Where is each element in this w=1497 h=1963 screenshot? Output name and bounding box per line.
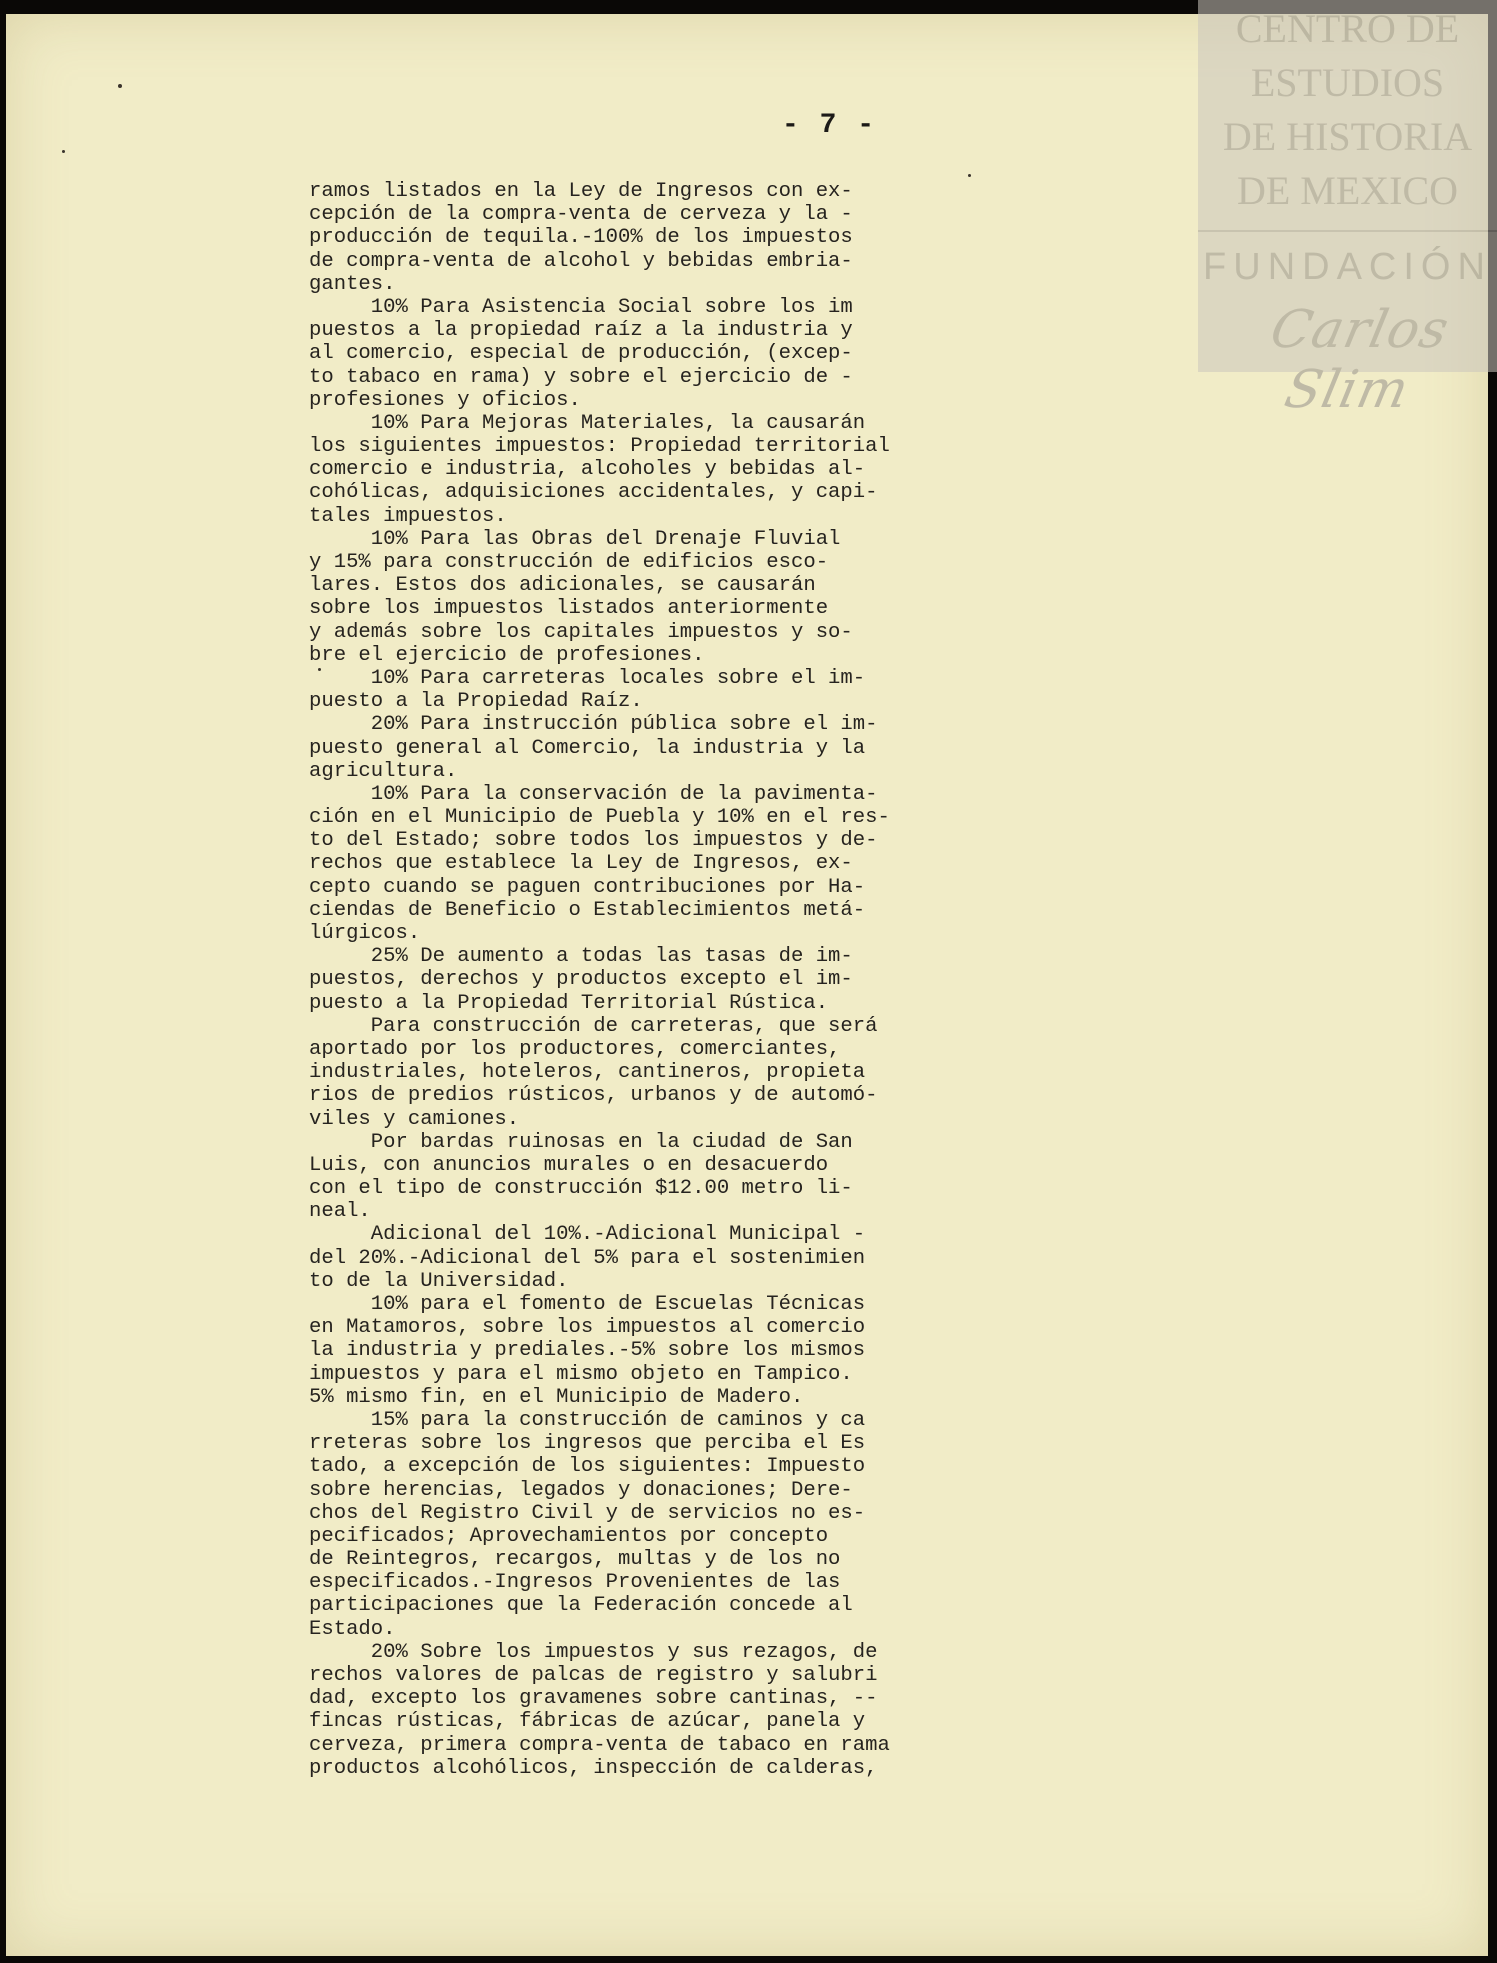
text-line: tales impuestos. xyxy=(309,504,507,528)
text-line: en Matamoros, sobre los impuestos al comercio xyxy=(309,1316,866,1340)
text-line: 10% Para Asistencia Social sobre los im xyxy=(309,295,853,319)
text-line: 15% para la construcción de caminos y ca xyxy=(309,1408,866,1432)
text-line: puesto a la Propiedad Raíz. xyxy=(309,690,643,714)
text-line: especificados.-Ingresos Provenientes de las xyxy=(309,1571,841,1595)
text-line: cepción de la compra-venta de cerveza y la - xyxy=(309,203,853,227)
text-line: sobre herencias, legados y donaciones; Dere- xyxy=(309,1478,853,1502)
text-line: industriales, hoteleros, cantineros, propieta xyxy=(309,1061,866,1085)
text-line: Para construcción de carreteras, que será xyxy=(309,1014,878,1038)
text-line: Por bardas ruinosas en la ciudad de San xyxy=(309,1130,853,1154)
page-number: - 7 - xyxy=(782,110,877,141)
text-line: la industria y prediales.-5% sobre los mismos xyxy=(309,1339,866,1363)
text-line: puestos a la propiedad raíz a la industria y xyxy=(309,319,853,343)
text-line: Adicional del 10%.-Adicional Municipal - xyxy=(309,1223,866,1247)
text-line: 20% Sobre los impuestos y sus rezagos, de xyxy=(309,1640,878,1664)
watermark-divider xyxy=(1198,230,1497,232)
text-line: gantes. xyxy=(309,272,396,296)
text-line: puesto a la Propiedad Territorial Rústica. xyxy=(309,991,829,1015)
text-line: profesiones y oficios. xyxy=(309,388,581,412)
text-line: cepto cuando se paguen contribuciones por Ha- xyxy=(309,875,866,899)
text-line: chos del Registro Civil y de servicios no es- xyxy=(309,1501,866,1525)
text-line: puesto general al Comercio, la industria y la xyxy=(309,736,866,760)
text-line: de compra-venta de alcohol y bebidas embria- xyxy=(309,249,853,273)
text-line: fincas rústicas, fábricas de azúcar, panela y xyxy=(309,1710,866,1734)
text-line: bre el ejercicio de profesiones. xyxy=(309,643,705,667)
text-line: los siguientes impuestos: Propiedad territorial xyxy=(309,435,890,459)
typewritten-text xyxy=(309,180,989,1780)
text-line: rechos valores de palcas de registro y salubri xyxy=(309,1664,878,1687)
text-line: agricultura. xyxy=(309,759,458,783)
watermark-title xyxy=(1198,0,1497,218)
watermark-line: DE MEXICO xyxy=(1236,168,1459,213)
text-line: producción de tequila.-100% de los impuestos xyxy=(309,226,853,250)
text-line: 10% Para las Obras del Drenaje Fluvial xyxy=(309,527,841,551)
text-line: aportado por los productores, comerciantes, xyxy=(309,1037,841,1061)
text-line: puestos, derechos y productos excepto el im- xyxy=(309,968,853,992)
text-line: y 15% para construcción de edificios esco- xyxy=(309,551,829,574)
text-line: lares. Estos dos adicionales, se causarán xyxy=(309,574,816,598)
watermark-line: ESTUDIOS xyxy=(1250,60,1445,105)
text-line: tado, a excepción de los siguientes: Impuesto xyxy=(309,1455,866,1479)
text-line: al comercio, especial de producción, (excep- xyxy=(309,342,853,366)
text-line: sobre los impuestos listados anteriormente xyxy=(309,597,829,621)
text-line: Estado. xyxy=(309,1617,396,1641)
archive-watermark xyxy=(1198,0,1497,420)
text-line: productos alcohólicos, inspección de calderas, xyxy=(309,1756,878,1780)
text-line: lúrgicos. xyxy=(309,922,421,945)
text-line: cerveza, primera compra-venta de tabaco en rama xyxy=(309,1733,890,1757)
text-line: 10% para el fomento de Escuelas Técnicas xyxy=(309,1293,866,1316)
text-line: neal. xyxy=(309,1200,371,1224)
text-line: 20% Para instrucción pública sobre el im- xyxy=(309,713,878,737)
text-line: dad, excepto los gravamenes sobre cantinas, -- xyxy=(309,1687,878,1711)
text-line: rios de predios rústicos, urbanos y de automó- xyxy=(309,1084,878,1108)
text-line: 5% mismo fin, en el Municipio de Madero. xyxy=(309,1385,804,1409)
watermark-line: DE HISTORIA xyxy=(1222,114,1473,159)
watermark-signature: Carlos Slim xyxy=(1265,300,1455,420)
text-line: participaciones que la Federación concede al xyxy=(309,1594,853,1618)
text-line: rechos que establece la Ley de Ingresos, ex- xyxy=(309,852,853,876)
watermark-fundacion: FUNDACIÓN xyxy=(1203,246,1492,288)
text-line: de Reintegros, recargos, multas y de los no xyxy=(309,1548,841,1572)
text-line: to del Estado; sobre todos los impuestos y de- xyxy=(309,829,878,853)
text-line: ramos listados en la Ley de Ingresos con ex- xyxy=(309,180,853,203)
text-line: 10% Para la conservación de la pavimenta- xyxy=(309,782,878,806)
text-line: del 20%.-Adicional del 5% para el sostenimien xyxy=(309,1246,866,1270)
paper-speck xyxy=(62,150,65,153)
text-line: comercio e industria, alcoholes y bebidas al- xyxy=(309,458,866,482)
text-line: con el tipo de construcción $12.00 metro li- xyxy=(309,1177,853,1201)
text-line: y además sobre los capitales impuestos y so- xyxy=(309,620,853,644)
text-line: rreteras sobre los ingresos que perciba el Es xyxy=(309,1432,866,1456)
text-line: 10% Para carreteras locales sobre el im- xyxy=(309,666,866,690)
text-line: 25% De aumento a todas las tasas de im- xyxy=(309,945,853,969)
text-line: impuestos y para el mismo objeto en Tampico. xyxy=(309,1362,853,1386)
text-line: ción en el Municipio de Puebla y 10% en el res- xyxy=(309,806,890,830)
text-line: viles y camiones. xyxy=(309,1107,520,1131)
text-line: cohólicas, adquisiciones accidentales, y capi- xyxy=(309,481,878,505)
paper-speck xyxy=(968,174,971,177)
text-line: Luis, con anuncios murales o en desacuerdo xyxy=(309,1153,829,1177)
text-line: pecificados; Aprovechamientos por concepto xyxy=(309,1524,829,1548)
watermark-line: CENTRO DE xyxy=(1235,6,1460,51)
text-line: 10% Para Mejoras Materiales, la causarán xyxy=(309,411,866,435)
text-line: ciendas de Beneficio o Establecimientos metá- xyxy=(309,898,866,922)
paper-speck xyxy=(118,84,122,88)
text-line: to tabaco en rama) y sobre el ejercicio de - xyxy=(309,365,853,389)
text-line: to de la Universidad. xyxy=(309,1269,569,1293)
